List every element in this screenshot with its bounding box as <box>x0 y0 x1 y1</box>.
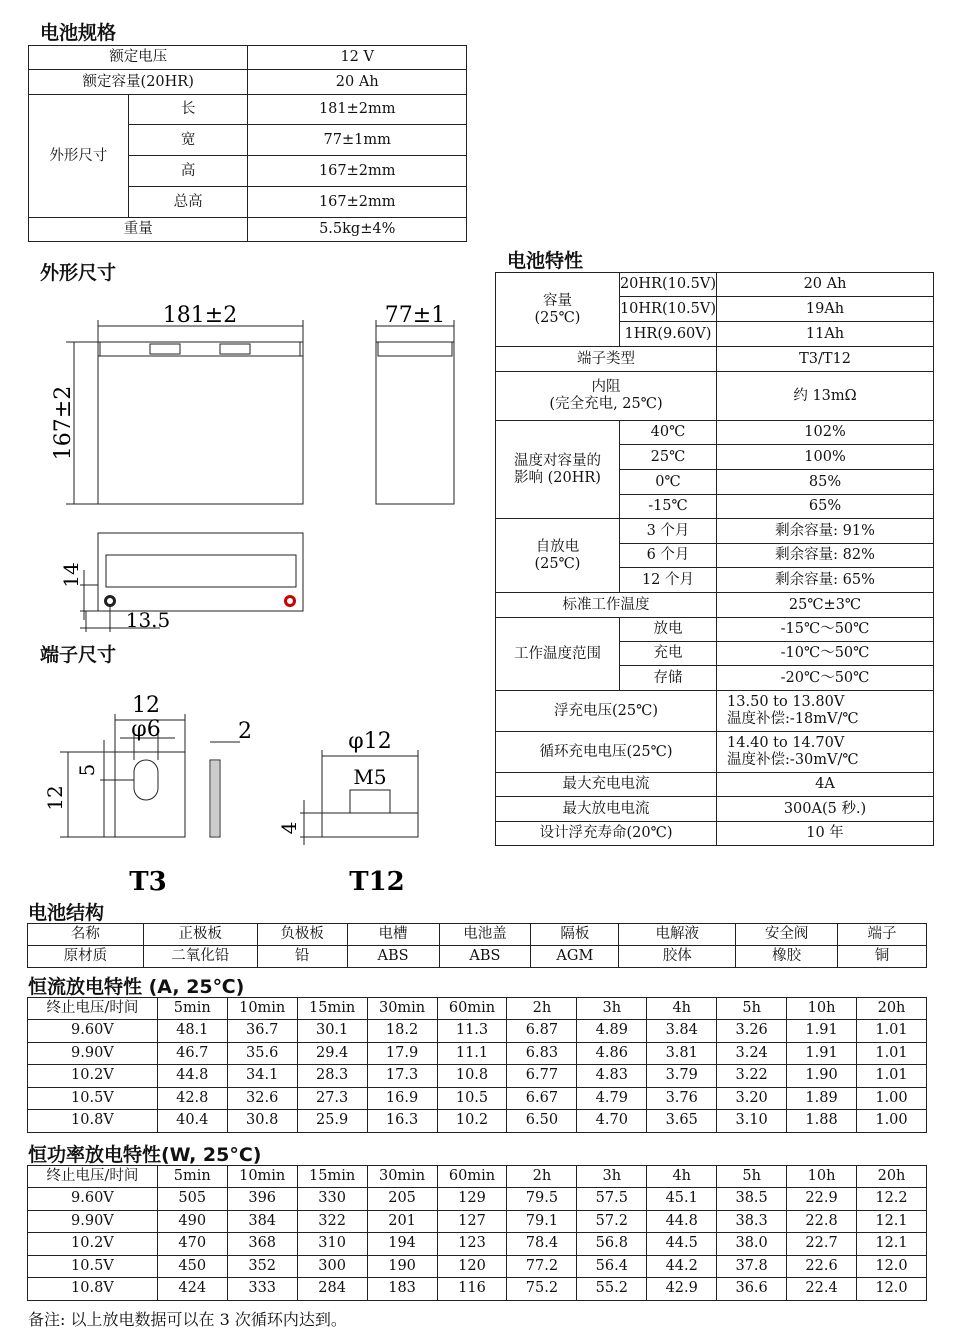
value-cell: 28.3 <box>297 1065 367 1088</box>
value-cell: 300 <box>297 1255 367 1278</box>
dim-label: 长 <box>128 95 248 125</box>
value-cell: 194 <box>367 1233 437 1256</box>
structure-materials-row <box>28 946 927 968</box>
dim-value: 181±2mm <box>248 95 467 125</box>
header-cell: 20h <box>857 1166 927 1188</box>
weight-label: 重量 <box>29 218 248 242</box>
weight-value: 5.5kg±4% <box>248 218 467 242</box>
structure-cell: 橡胶 <box>736 946 838 968</box>
footnote: 备注: 以上放电数据可以在 3 次循环内达到。 <box>28 1310 347 1329</box>
terminal-type-label: 端子类型 <box>496 347 717 372</box>
value-cell: 284 <box>297 1278 367 1301</box>
value-cell: 55.2 <box>577 1278 647 1301</box>
value-cell: 44.8 <box>647 1210 717 1233</box>
structure-cell: 正极板 <box>143 924 257 946</box>
t3-label: T3 <box>129 867 167 897</box>
w12-dim: 12 <box>132 693 160 718</box>
value-cell: 3.84 <box>647 1020 717 1043</box>
temp-key: 0℃ <box>619 470 716 495</box>
life-value: 10 年 <box>717 822 934 846</box>
value-cell: 116 <box>437 1278 507 1301</box>
value-cell: 12.1 <box>857 1233 927 1256</box>
table-row <box>28 1278 927 1301</box>
value-cell: 201 <box>367 1210 437 1233</box>
value-cell: 3.65 <box>647 1110 717 1133</box>
header-cell: 4h <box>647 1166 717 1188</box>
value-cell: 25.9 <box>297 1110 367 1133</box>
value-cell: 10.8 <box>437 1065 507 1088</box>
resist-value: 约 13mΩ <box>717 372 934 421</box>
value-cell: 16.9 <box>367 1087 437 1110</box>
dim-label: 宽 <box>128 125 248 156</box>
table-row <box>28 1110 927 1133</box>
value-cell: 16.3 <box>367 1110 437 1133</box>
structure-cell: ABS <box>439 946 531 968</box>
header-cell: 10min <box>227 1166 297 1188</box>
header-cell: 10h <box>787 998 857 1020</box>
range-value: -10℃～50℃ <box>717 642 934 666</box>
value-cell: 42.9 <box>647 1278 717 1301</box>
value-cell: 1.91 <box>787 1042 857 1065</box>
table-row <box>28 1065 927 1088</box>
structure-cell: ABS <box>347 946 439 968</box>
header-cell: 3h <box>577 998 647 1020</box>
value-cell: 4.86 <box>577 1042 647 1065</box>
dim-group-label: 外形尺寸 <box>29 95 129 218</box>
float-value: 13.50 to 13.80V 温度补偿:-18mV/℃ <box>717 691 934 732</box>
range-value: -20℃～50℃ <box>717 666 934 691</box>
m5-dim: M5 <box>353 765 387 789</box>
wid-dim: 77±1 <box>384 303 446 328</box>
h12-dim: 12 <box>43 785 67 811</box>
value-cell: 11.3 <box>437 1020 507 1043</box>
dim-value: 167±2mm <box>248 156 467 187</box>
header-cell: 4h <box>647 998 717 1020</box>
value-cell: 30.8 <box>227 1110 297 1133</box>
outline-drawing <box>40 290 480 650</box>
temp-key: -15℃ <box>619 495 716 519</box>
value-cell: 450 <box>157 1255 227 1278</box>
t12-label: T12 <box>349 867 405 897</box>
value-cell: 129 <box>437 1188 507 1211</box>
self-label: 自放电 (25℃) <box>496 519 620 593</box>
header-cell: 终止电压/时间 <box>28 998 158 1020</box>
value-cell: 1.88 <box>787 1110 857 1133</box>
spec-label: 额定电压 <box>29 46 248 70</box>
temp-value: 102% <box>717 421 934 445</box>
cc-table <box>27 997 927 1133</box>
row-label-cell: 10.8V <box>28 1278 158 1301</box>
value-cell: 1.01 <box>857 1042 927 1065</box>
header-cell: 5min <box>157 998 227 1020</box>
value-cell: 505 <box>157 1188 227 1211</box>
value-cell: 44.8 <box>157 1065 227 1088</box>
value-cell: 4.79 <box>577 1087 647 1110</box>
header-cell: 2h <box>507 1166 577 1188</box>
structure-cell: 端子 <box>838 924 927 946</box>
value-cell: 10.5 <box>437 1087 507 1110</box>
value-cell: 22.7 <box>787 1233 857 1256</box>
structure-cell: 隔板 <box>531 924 619 946</box>
range-key: 放电 <box>619 618 716 642</box>
value-cell: 3.76 <box>647 1087 717 1110</box>
value-cell: 6.83 <box>507 1042 577 1065</box>
cp-heading: 恒功率放电特性(W, 25°C) <box>28 1144 262 1166</box>
value-cell: 322 <box>297 1210 367 1233</box>
value-cell: 1.01 <box>857 1020 927 1043</box>
value-cell: 352 <box>227 1255 297 1278</box>
terminal-drawing <box>40 680 480 900</box>
value-cell: 40.4 <box>157 1110 227 1133</box>
spec-heading: 电池规格 <box>40 22 117 44</box>
value-cell: 56.4 <box>577 1255 647 1278</box>
d135-dim: 13.5 <box>125 608 171 632</box>
value-cell: 190 <box>367 1255 437 1278</box>
header-cell: 15min <box>297 1166 367 1188</box>
temp-value: 85% <box>717 470 934 495</box>
self-value: 剩余容量: 91% <box>717 519 934 544</box>
dim-label: 高 <box>128 156 248 187</box>
header-cell: 20h <box>857 998 927 1020</box>
dim-value: 167±2mm <box>248 187 467 218</box>
table-row <box>28 1233 927 1256</box>
table-header-row <box>28 1166 927 1188</box>
row-label-cell: 10.8V <box>28 1110 158 1133</box>
range-value: -15℃～50℃ <box>717 618 934 642</box>
h4-dim: 4 <box>277 821 301 835</box>
structure-cell: 胶体 <box>619 946 736 968</box>
resist-label: 内阻 (完全充电, 25℃) <box>496 372 717 421</box>
spec-value: 20 Ah <box>248 70 467 95</box>
header-cell: 60min <box>437 1166 507 1188</box>
value-cell: 38.0 <box>717 1233 787 1256</box>
cycle-label: 循环充电电压(25℃) <box>496 732 717 773</box>
structure-names-row <box>28 924 927 946</box>
value-cell: 35.6 <box>227 1042 297 1065</box>
range-key: 存储 <box>619 666 716 691</box>
value-cell: 11.1 <box>437 1042 507 1065</box>
terminal-heading: 端子尺寸 <box>40 644 117 666</box>
header-cell: 10h <box>787 1166 857 1188</box>
value-cell: 12.2 <box>857 1188 927 1211</box>
value-cell: 37.8 <box>717 1255 787 1278</box>
spec-label: 额定容量(20HR) <box>29 70 248 95</box>
life-label: 设计浮充寿命(20℃) <box>496 822 717 846</box>
h5-dim: 5 <box>75 763 99 777</box>
header-cell: 5min <box>157 1166 227 1188</box>
temp-key: 25℃ <box>619 445 716 470</box>
structure-cell: AGM <box>531 946 619 968</box>
structure-cell: 名称 <box>28 924 144 946</box>
dim-label: 总高 <box>128 187 248 218</box>
value-cell: 3.24 <box>717 1042 787 1065</box>
value-cell: 1.01 <box>857 1065 927 1088</box>
value-cell: 3.81 <box>647 1042 717 1065</box>
std-temp-label: 标准工作温度 <box>496 593 717 618</box>
value-cell: 38.5 <box>717 1188 787 1211</box>
value-cell: 6.77 <box>507 1065 577 1088</box>
value-cell: 330 <box>297 1188 367 1211</box>
range-label: 工作温度范围 <box>496 618 620 691</box>
max-discharge-label: 最大放电电流 <box>496 797 717 822</box>
value-cell: 1.90 <box>787 1065 857 1088</box>
value-cell: 4.83 <box>577 1065 647 1088</box>
value-cell: 4.70 <box>577 1110 647 1133</box>
range-key: 充电 <box>619 642 716 666</box>
value-cell: 46.7 <box>157 1042 227 1065</box>
temp-value: 100% <box>717 445 934 470</box>
cap-label: 容量 (25℃) <box>496 273 620 347</box>
temp-key: 40℃ <box>619 421 716 445</box>
value-cell: 22.4 <box>787 1278 857 1301</box>
cap-key: 10HR(10.5V) <box>619 297 716 322</box>
cap-key: 20HR(10.5V) <box>619 273 716 297</box>
self-key: 3 个月 <box>619 519 716 544</box>
value-cell: 183 <box>367 1278 437 1301</box>
header-cell: 3h <box>577 1166 647 1188</box>
row-label-cell: 10.5V <box>28 1255 158 1278</box>
hgt-dim: 167±2 <box>51 385 76 461</box>
props-table <box>495 272 934 846</box>
header-cell: 15min <box>297 998 367 1020</box>
value-cell: 17.9 <box>367 1042 437 1065</box>
header-cell: 30min <box>367 998 437 1020</box>
value-cell: 4.89 <box>577 1020 647 1043</box>
value-cell: 3.79 <box>647 1065 717 1088</box>
value-cell: 1.00 <box>857 1087 927 1110</box>
row-label-cell: 9.90V <box>28 1210 158 1233</box>
cap-key: 1HR(9.60V) <box>619 322 716 347</box>
value-cell: 22.8 <box>787 1210 857 1233</box>
dim-value: 77±1mm <box>248 125 467 156</box>
value-cell: 3.22 <box>717 1065 787 1088</box>
value-cell: 396 <box>227 1188 297 1211</box>
structure-table <box>27 923 927 968</box>
header-cell: 5h <box>717 1166 787 1188</box>
value-cell: 127 <box>437 1210 507 1233</box>
value-cell: 490 <box>157 1210 227 1233</box>
structure-cell: 安全阀 <box>736 924 838 946</box>
value-cell: 205 <box>367 1188 437 1211</box>
value-cell: 79.1 <box>507 1210 577 1233</box>
cap-value: 20 Ah <box>717 273 934 297</box>
value-cell: 10.2 <box>437 1110 507 1133</box>
value-cell: 3.26 <box>717 1020 787 1043</box>
self-key: 6 个月 <box>619 544 716 568</box>
value-cell: 1.91 <box>787 1020 857 1043</box>
value-cell: 78.4 <box>507 1233 577 1256</box>
terminal-type-value: T3/T12 <box>717 347 934 372</box>
d14-dim: 14 <box>59 562 83 588</box>
value-cell: 57.2 <box>577 1210 647 1233</box>
value-cell: 12.0 <box>857 1278 927 1301</box>
value-cell: 368 <box>227 1233 297 1256</box>
structure-cell: 二氧化铅 <box>143 946 257 968</box>
value-cell: 77.2 <box>507 1255 577 1278</box>
header-cell: 60min <box>437 998 507 1020</box>
value-cell: 34.1 <box>227 1065 297 1088</box>
structure-cell: 电池盖 <box>439 924 531 946</box>
header-cell: 5h <box>717 998 787 1020</box>
value-cell: 36.7 <box>227 1020 297 1043</box>
table-row <box>28 1042 927 1065</box>
value-cell: 470 <box>157 1233 227 1256</box>
value-cell: 48.1 <box>157 1020 227 1043</box>
table-header-row <box>28 998 927 1020</box>
self-value: 剩余容量: 65% <box>717 568 934 593</box>
value-cell: 12.1 <box>857 1210 927 1233</box>
max-charge-label: 最大充电电流 <box>496 773 717 797</box>
structure-cell: 原材质 <box>28 946 144 968</box>
value-cell: 79.5 <box>507 1188 577 1211</box>
row-label-cell: 9.90V <box>28 1042 158 1065</box>
spec-table <box>28 45 467 242</box>
cycle-value: 14.40 to 14.70V 温度补偿:-30mV/℃ <box>717 732 934 773</box>
self-key: 12 个月 <box>619 568 716 593</box>
value-cell: 36.6 <box>717 1278 787 1301</box>
self-value: 剩余容量: 82% <box>717 544 934 568</box>
table-row <box>28 1188 927 1211</box>
structure-cell: 电解液 <box>619 924 736 946</box>
value-cell: 1.89 <box>787 1087 857 1110</box>
cap-value: 11Ah <box>717 322 934 347</box>
value-cell: 44.5 <box>647 1233 717 1256</box>
phi6-dim: φ6 <box>131 717 161 742</box>
structure-cell: 电槽 <box>347 924 439 946</box>
value-cell: 32.6 <box>227 1087 297 1110</box>
outline-heading: 外形尺寸 <box>40 262 117 284</box>
value-cell: 1.00 <box>857 1110 927 1133</box>
len-dim: 181±2 <box>162 303 238 328</box>
value-cell: 18.2 <box>367 1020 437 1043</box>
row-label-cell: 9.60V <box>28 1020 158 1043</box>
structure-heading: 电池结构 <box>28 902 105 924</box>
header-cell: 10min <box>227 998 297 1020</box>
max-charge-value: 4A <box>717 773 934 797</box>
float-label: 浮充电压(25℃) <box>496 691 717 732</box>
temp-label: 温度对容量的 影响 (20HR) <box>496 421 620 519</box>
header-cell: 30min <box>367 1166 437 1188</box>
value-cell: 6.67 <box>507 1087 577 1110</box>
value-cell: 123 <box>437 1233 507 1256</box>
value-cell: 3.20 <box>717 1087 787 1110</box>
value-cell: 38.3 <box>717 1210 787 1233</box>
value-cell: 12.0 <box>857 1255 927 1278</box>
value-cell: 57.5 <box>577 1188 647 1211</box>
cap-value: 19Ah <box>717 297 934 322</box>
std-temp-value: 25℃±3℃ <box>717 593 934 618</box>
cp-table <box>27 1165 927 1301</box>
cc-heading: 恒流放电特性 (A, 25℃) <box>28 976 245 998</box>
temp-value: 65% <box>717 495 934 519</box>
structure-cell: 铜 <box>838 946 927 968</box>
structure-cell: 铅 <box>257 946 347 968</box>
structure-cell: 负极板 <box>257 924 347 946</box>
value-cell: 424 <box>157 1278 227 1301</box>
row-label-cell: 10.5V <box>28 1087 158 1110</box>
header-cell: 2h <box>507 998 577 1020</box>
value-cell: 22.9 <box>787 1188 857 1211</box>
table-row <box>28 1087 927 1110</box>
value-cell: 45.1 <box>647 1188 717 1211</box>
table-row <box>28 1255 927 1278</box>
value-cell: 27.3 <box>297 1087 367 1110</box>
value-cell: 3.10 <box>717 1110 787 1133</box>
value-cell: 75.2 <box>507 1278 577 1301</box>
table-row <box>28 1020 927 1043</box>
value-cell: 29.4 <box>297 1042 367 1065</box>
table-row <box>28 1210 927 1233</box>
row-label-cell: 10.2V <box>28 1065 158 1088</box>
phi12-dim: φ12 <box>348 729 392 754</box>
value-cell: 30.1 <box>297 1020 367 1043</box>
value-cell: 6.50 <box>507 1110 577 1133</box>
value-cell: 120 <box>437 1255 507 1278</box>
value-cell: 384 <box>227 1210 297 1233</box>
value-cell: 310 <box>297 1233 367 1256</box>
value-cell: 44.2 <box>647 1255 717 1278</box>
row-label-cell: 10.2V <box>28 1233 158 1256</box>
value-cell: 6.87 <box>507 1020 577 1043</box>
value-cell: 22.6 <box>787 1255 857 1278</box>
value-cell: 333 <box>227 1278 297 1301</box>
value-cell: 17.3 <box>367 1065 437 1088</box>
max-discharge-value: 300A(5 秒.) <box>717 797 934 822</box>
header-cell: 终止电压/时间 <box>28 1166 158 1188</box>
row-label-cell: 9.60V <box>28 1188 158 1211</box>
t2-dim: 2 <box>238 719 252 744</box>
value-cell: 56.8 <box>577 1233 647 1256</box>
spec-value: 12 V <box>248 46 467 70</box>
props-heading: 电池特性 <box>507 250 584 272</box>
value-cell: 42.8 <box>157 1087 227 1110</box>
